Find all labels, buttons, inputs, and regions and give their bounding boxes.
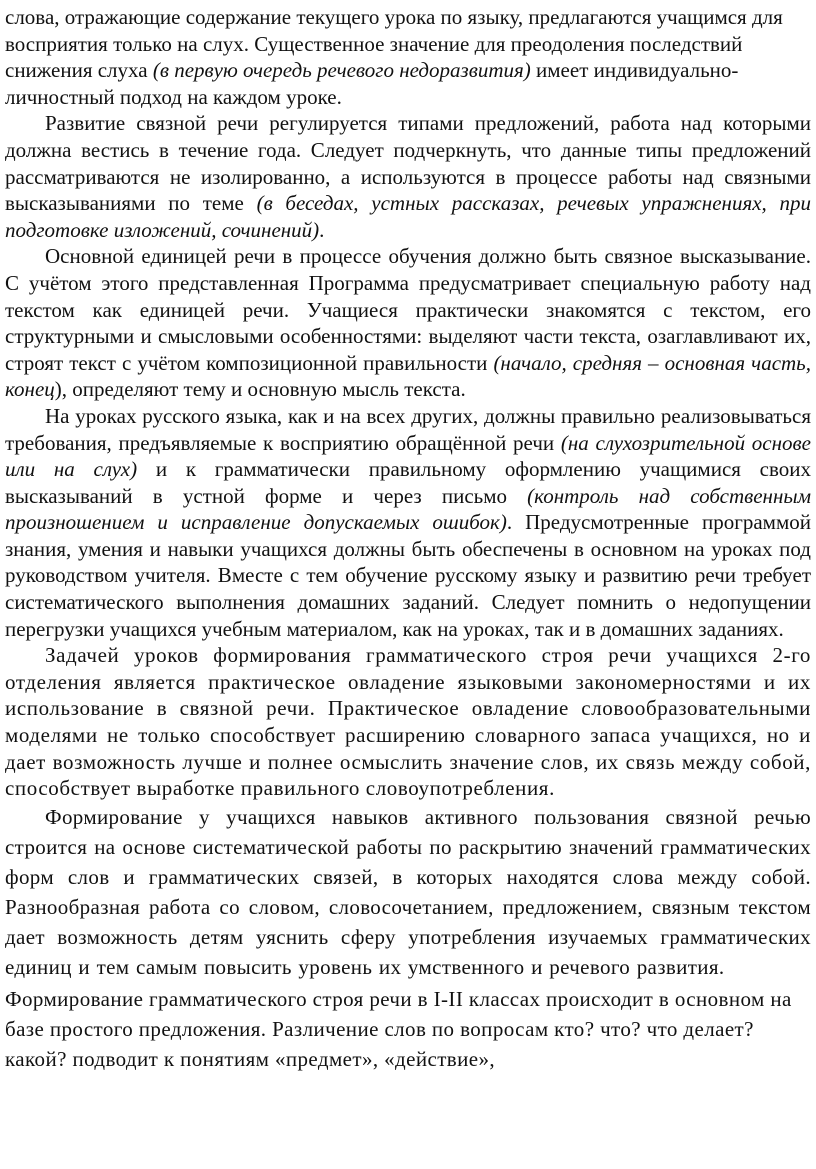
paragraph-5	[5, 642, 811, 802]
text-run: Развитие связной речи регулируется типами предложений, работа над которыми должна вестись в течение года. Следует подчеркнуть, что данные типы предложений рассматриваются не изолированно, а используются в процессе работы над связными высказываниями по теме	[5, 111, 811, 216]
text-run: Формирование грамматического строя речи в I-II классах происходит в основном на базе простого предложения. Различение слов по вопросам кто? что? что делает? какой? подводит к понятиям «предмет», «действие»,	[5, 986, 792, 1071]
italic-text-run: (в беседах, устных рассказах, речевых упражнениях, при подготовке изложений, сочинений)	[5, 191, 811, 242]
text-run: . Предусмотренные программой знания, умения и навыки учащихся должны быть обеспечены в основном на уроках под руководством учителя. Вместе с тем обучение русскому языку и развитию речи требует систематического выполнения домашних заданий. Следует помнить о недопущении перегрузки учащихся учебным материалом, как на уроках, так и в домашних заданиях.	[5, 510, 811, 641]
italic-text-run: (в первую очередь речевого недоразвития)	[152, 58, 531, 83]
text-run: и к грамматически правильному оформлению учащимися своих высказываний в устной форме и через письмо	[5, 457, 811, 508]
text-run: ), определяют тему и основную мысль текста.	[54, 377, 466, 402]
text-run: Задачей уроков формирования грамматического строя речи учащихся 2-го отделения является практическое овладение языковыми закономерностями и их использование в связной речи. Практическое овладение словообразовательными моделями не только способствует расширению словарного запаса учащихся, но и дает возможность лучше и полнее осмыслить значение слов, их связь между собой, способствует выработке правильного словоупотребления.	[5, 643, 811, 801]
paragraph-4	[5, 403, 811, 642]
paragraph-3	[5, 243, 811, 403]
text-run: На уроках русского языка, как и на всех других, должны правильно реализовываться требования, предъявляемые к восприятию обращённой речи	[5, 403, 811, 455]
paragraph-1	[5, 4, 811, 110]
text-run: Формирование у учащихся навыков активного пользования связной речью строится на основе систематической работы по раскрытию значений грамматических форм слов и грамматических связей, в которых находятся слова между собой. Разнообразная работа со словом, словосочетанием, предложением, связным текстом дает возможность детям уяснить сферу употребления изучаемых грамматических единиц и тем самым повысить уровень их умственного и речевого развития.	[5, 804, 811, 979]
italic-text-run: (на слухозрительной основе или на слух)	[5, 430, 811, 482]
text-run: .	[319, 217, 325, 242]
text-run: слова, отражающие содержание текущего урока по языку, предлагаются учащимся для восприятия только на слух. Существенное значение для преодоления последствий снижения слуха	[5, 5, 783, 83]
text-run: имеет индивидуально-личностный подход на каждом уроке.	[5, 58, 739, 109]
paragraph-2	[5, 110, 811, 243]
paragraph-6	[5, 802, 811, 982]
paragraph-7	[5, 984, 811, 1074]
italic-text-run: (начало, средняя – основная часть, конец	[5, 350, 811, 402]
italic-text-run: (контроль над собственным произношением и исправление допускаемых ошибок)	[5, 483, 812, 535]
text-run: Основной единицей речи в процессе обучения должно быть связное высказывание. С учётом этого представленная Программа предусматривает специальную работу над текстом как единицей речи. Учащиеся практически знакомятся с текстом, его структурными и смысловыми особенностями: выделяют части текста, озаглавливают их, строят текст с учётом композиционной правильности	[5, 244, 811, 375]
